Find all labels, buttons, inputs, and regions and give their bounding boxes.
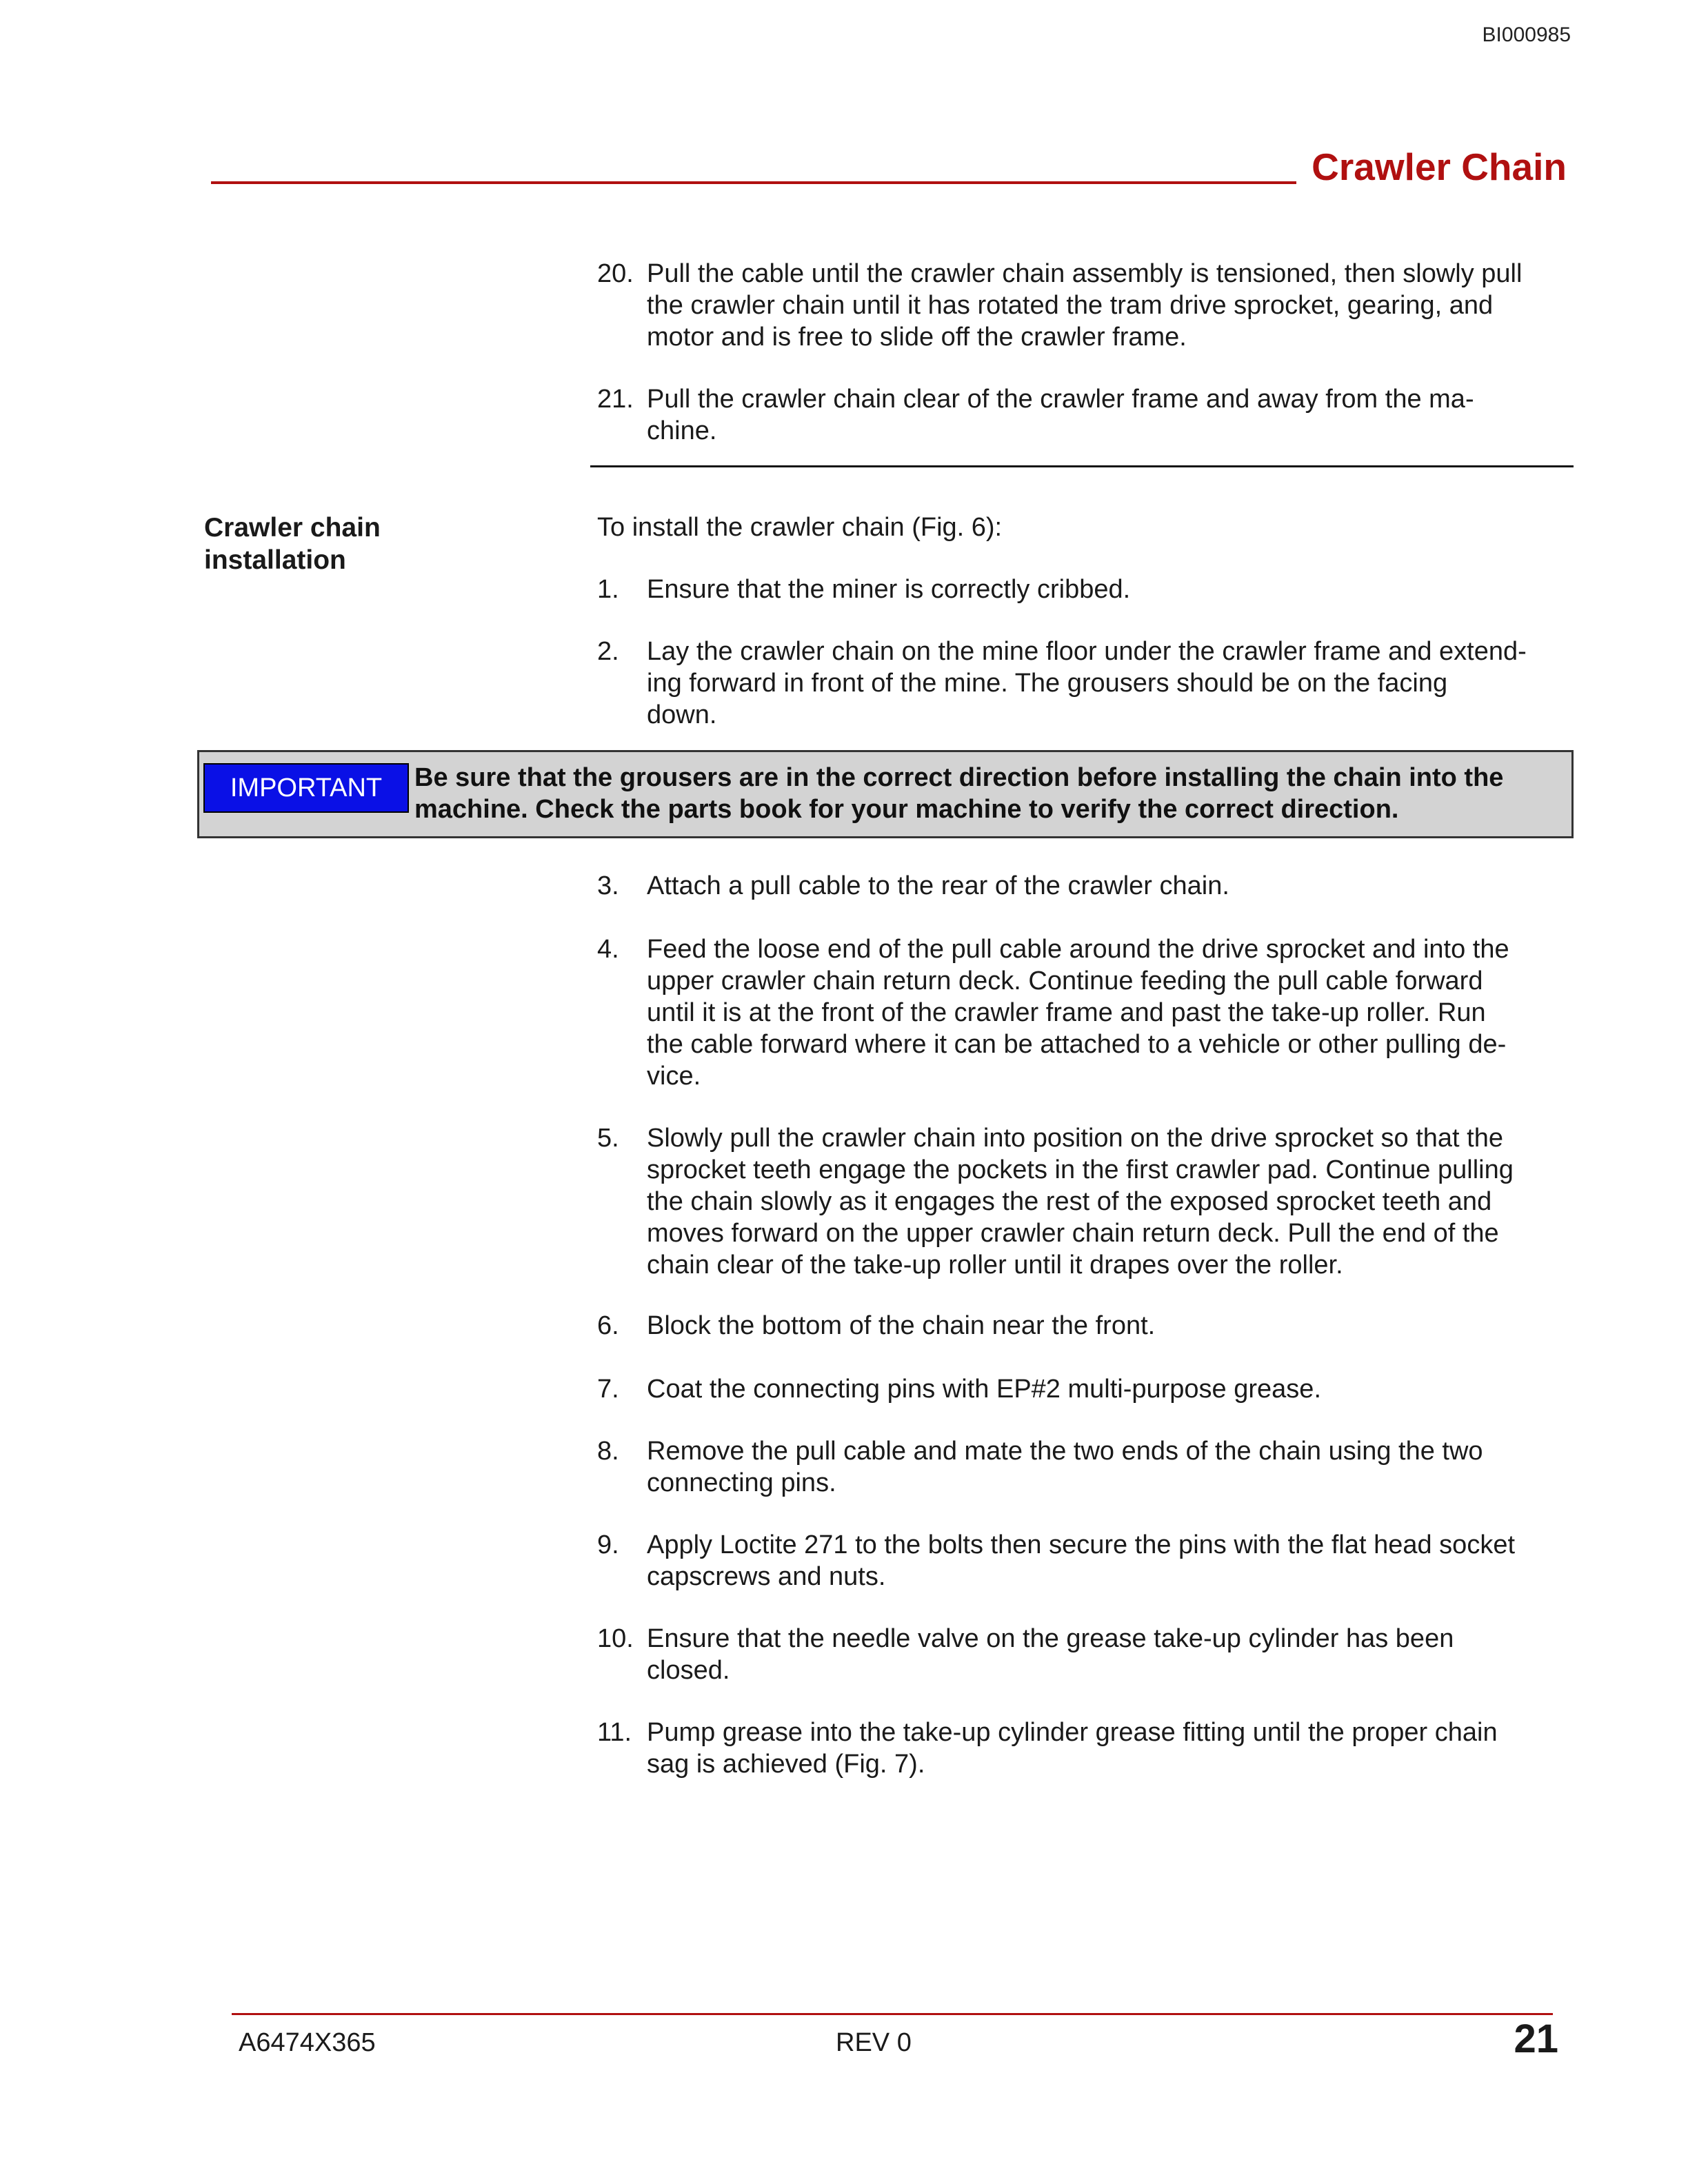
list-item [597, 574, 1563, 605]
step-number: 10. [597, 1624, 634, 1653]
step-number: 5. [597, 1124, 619, 1153]
step-text: Ensure that the miner is correctly cribbed. [647, 575, 1131, 604]
document-id: BI000985 [1482, 23, 1571, 46]
step-text: Block the bottom of the chain near the front. [647, 1311, 1156, 1340]
step-number: 2. [597, 637, 619, 666]
step-text: Remove the pull cable and mate the two ends of the chain using the two connecting pins. [647, 1437, 1483, 1497]
list-item [597, 636, 1563, 731]
list-item [597, 1373, 1563, 1405]
step-text: Pull the crawler chain clear of the crawler frame and away from the ma- chine. [647, 385, 1474, 445]
step-text: Attach a pull cable to the rear of the crawler chain. [647, 871, 1229, 900]
document-number: A6474X365 [239, 2028, 376, 2057]
list-item [597, 933, 1563, 1092]
step-text: Coat the connecting pins with EP#2 multi-purpose grease. [647, 1375, 1321, 1404]
step-number: 1. [597, 575, 619, 604]
step-number: 20. [597, 259, 634, 288]
step-text: Ensure that the needle valve on the grease take-up cylinder has been closed. [647, 1624, 1454, 1685]
list-item [597, 870, 1563, 902]
step-number: 7. [597, 1375, 619, 1404]
step-text: Feed the loose end of the pull cable around the drive sprocket and into the upper crawler chain return deck. Continue feeding the pull cable forward until it is at the front of the crawler frame and past the take-up roller. Run the cable forward where it can be attached to a vehicle or other pulling de- vice. [647, 935, 1509, 1091]
list-item [597, 1122, 1563, 1281]
side-heading: Crawler chain installation [204, 513, 381, 575]
list-item [597, 1435, 1563, 1499]
list-item [597, 258, 1563, 353]
page-number: 21 [1514, 2016, 1558, 2061]
intro-text: To install the crawler chain (Fig. 6): [597, 513, 1003, 542]
step-number: 21. [597, 385, 634, 414]
important-badge: IMPORTANT [203, 763, 409, 813]
step-number: 9. [597, 1530, 619, 1559]
step-text: Pump grease into the take-up cylinder grease fitting until the proper chain sag is achieved (Fig. 7). [647, 1718, 1498, 1779]
list-item [597, 1310, 1563, 1342]
step-text: Lay the crawler chain on the mine floor under the crawler frame and extend- ing forward in front of the mine. The grousers should be on the facing down. [647, 637, 1527, 729]
list-item [597, 1529, 1563, 1593]
footer-rule [232, 2013, 1553, 2015]
step-text: Slowly pull the crawler chain into position on the drive sprocket so that the sprocket teeth engage the pockets in the first crawler pad. Continue pulling the chain slowly as it engages the rest of the exposed sprocket teeth and moves forward on the upper crawler chain return deck. Pull the end of the chain clear of the take-up roller until it drapes over the roller. [647, 1124, 1514, 1280]
step-number: 3. [597, 871, 619, 900]
important-callout [197, 750, 1574, 838]
step-number: 4. [597, 935, 619, 964]
revision-label: REV 0 [836, 2028, 912, 2057]
step-number: 8. [597, 1437, 619, 1466]
step-number: 6. [597, 1311, 619, 1340]
list-item [597, 1717, 1563, 1780]
header-rule [211, 181, 1296, 184]
important-text: Be sure that the grousers are in the correct direction before installing the chain into the machine. Check the parts book for your machine to verify the correct direction. [414, 763, 1504, 824]
list-item [597, 383, 1563, 447]
section-divider [590, 465, 1574, 467]
section-title: Crawler Chain [1312, 145, 1567, 188]
step-text: Pull the cable until the crawler chain assembly is tensioned, then slowly pull the crawler chain until it has rotated the tram drive sprocket, gearing, and motor and is free to slide off the crawler frame. [647, 259, 1523, 352]
step-text: Apply Loctite 271 to the bolts then secure the pins with the flat head socket capscrews and nuts. [647, 1530, 1516, 1591]
list-item [597, 1623, 1563, 1686]
step-number: 11. [597, 1718, 632, 1747]
